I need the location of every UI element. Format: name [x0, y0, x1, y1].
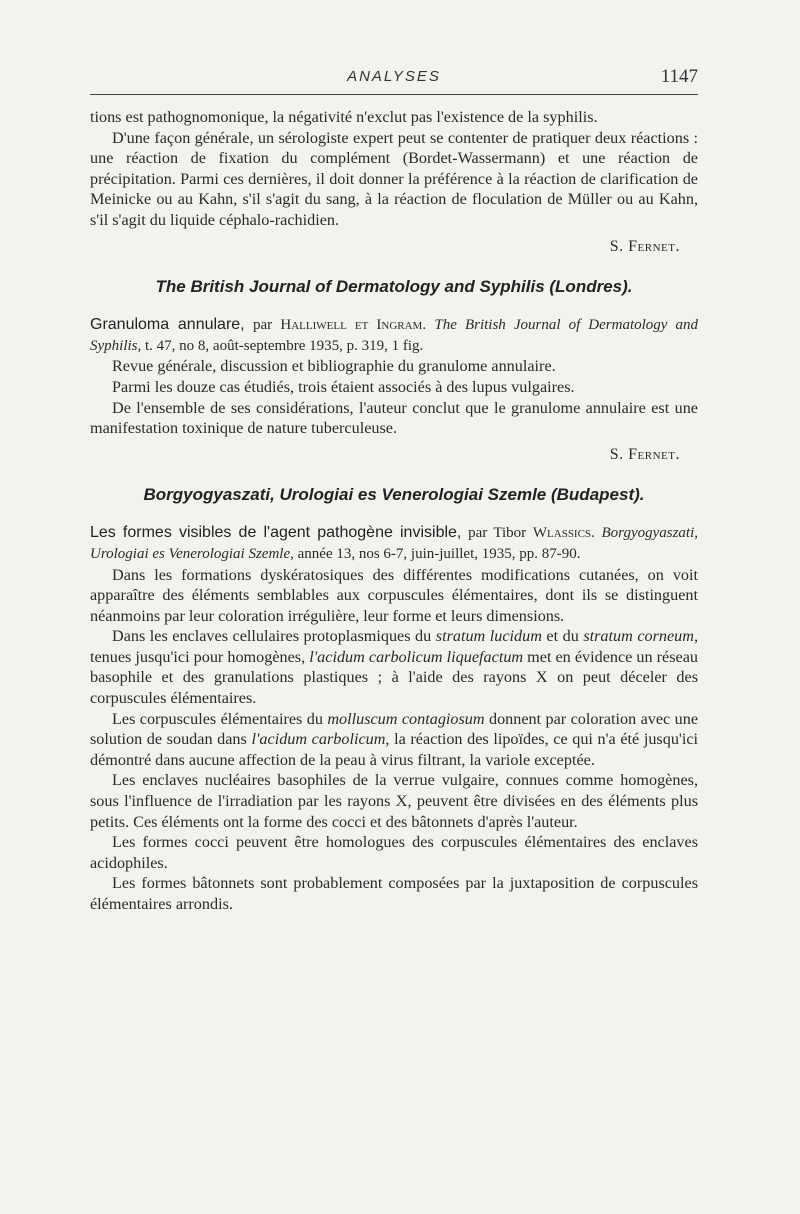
- paragraph: Revue générale, discussion et bibliographie du granulome annulaire.: [112, 357, 556, 376]
- latin-term: l'acidum carbolicum liquefactum: [309, 647, 524, 666]
- article-title: Granuloma annulare,: [90, 316, 245, 334]
- text-run: et du: [546, 627, 579, 646]
- paragraph: [90, 626, 698, 708]
- paragraph: Les formes bâtonnets sont probablement composées par la juxtaposition de corpuscules élémentaires arrondis.: [90, 874, 698, 913]
- running-head: [90, 62, 698, 92]
- article-par: par Tibor: [468, 525, 527, 542]
- citation-details: année 13, nos 6-7, juin-juillet, 1935, pp. 87-90.: [297, 545, 581, 562]
- text-run: Dans les enclaves cellulaires protoplasmiques du: [112, 627, 432, 646]
- article-title: Les formes visibles de l'agent pathogène invisible,: [90, 524, 462, 542]
- paragraph: [90, 709, 698, 771]
- paragraph: Les enclaves nucléaires basophiles de la verrue vulgaire, connues comme homogènes, sous l'influence de l'irradiation par les rayons X, peuvent être divisées en des éléments plus petits. Ces éléments ont la forme des cocci et des bâtonnets d'après l'auteur.: [90, 771, 698, 831]
- paragraph: Les formes cocci peuvent être homologues des corpuscules élémentaires des enclaves acidophiles.: [90, 833, 698, 872]
- article-header: [90, 523, 698, 564]
- running-title: ANALYSES: [347, 68, 441, 85]
- citation-journal: Borgyogyaszati, Urologiai es Venerologiai Szemle,: [90, 525, 699, 562]
- journal-heading: Borgyogyaszati, Urologiai es Venerologiai Szemle (Budapest).: [143, 485, 645, 505]
- article-par: par: [252, 317, 273, 334]
- journal-heading: The British Journal of Dermatology and Syphilis (Londres).: [155, 277, 633, 297]
- signature: S. Fernet.: [609, 445, 680, 463]
- latin-term: l'acidum carbolicum,: [251, 730, 390, 749]
- article-header: [90, 315, 698, 356]
- paragraph: D'une façon générale, un sérologiste expert peut se contenter de pratiquer deux réactions : une réaction de fixation du complément (Bordet-Wassermann) et une réaction de précipitation. Parmi ces dernières, il doit donner la préférence à la réaction de clarification de Meinicke ou au Kahn, s'il s'agit du sang, à la réaction de floculation de Müller ou au Kahn, s'il s'agit du liquide céphalo-rachidien.: [90, 128, 698, 229]
- latin-term: stratum lucidum: [435, 627, 542, 646]
- latin-term: molluscum contagiosum: [327, 709, 485, 728]
- citation-details: t. 47, no 8, août-septembre 1935, p. 319, 1 fig.: [145, 337, 424, 354]
- latin-term: stratum corneum,: [583, 627, 698, 646]
- paragraph: De l'ensemble de ses considérations, l'auteur conclut que le granulome annulaire est une manifestation toxinique de nature tuberculeuse.: [90, 398, 698, 438]
- citation-journal: The British Journal of Dermatology and Syphilis,: [90, 317, 699, 354]
- header-rule: [90, 94, 698, 95]
- signature: S. Fernet.: [609, 237, 680, 255]
- paragraph: Parmi les douze cas étudiés, trois étaient associés à des lupus vulgaires.: [112, 377, 575, 396]
- paragraph: tions est pathognomonique, la négativité n'exclut pas l'existence de la syphilis.: [90, 108, 598, 126]
- text-run: Les corpuscules élémentaires du: [112, 709, 323, 728]
- text-run: tenues jusqu'ici pour homogènes,: [90, 647, 306, 666]
- paragraph: Dans les formations dyskératosiques des différentes modifications cutanées, on voit apparaître des éléments semblables aux corpuscules élémentaires, dont ils se distinguent néanmoins par leur coloration irrégulière, leur forme et leurs dimensions.: [90, 565, 698, 625]
- text-run: donnent par coloration avec une solution de soudan dans: [90, 709, 699, 749]
- article-authors: Halliwell et Ingram.: [280, 317, 427, 334]
- text-run: la réaction des lipoïdes, ce qui n'a été jusqu'ici démontré dans aucune affection de la peau à virus filtrant, la variole exceptée.: [90, 730, 699, 769]
- text-run: met en évidence un réseau basophile et des granulations plastiques ; à l'aide des rayons X on peut déceler des corpuscules élémentaires.: [90, 647, 698, 708]
- page: [90, 62, 698, 915]
- article-author: Wlassics.: [532, 525, 595, 542]
- page-number: 1147: [660, 66, 698, 87]
